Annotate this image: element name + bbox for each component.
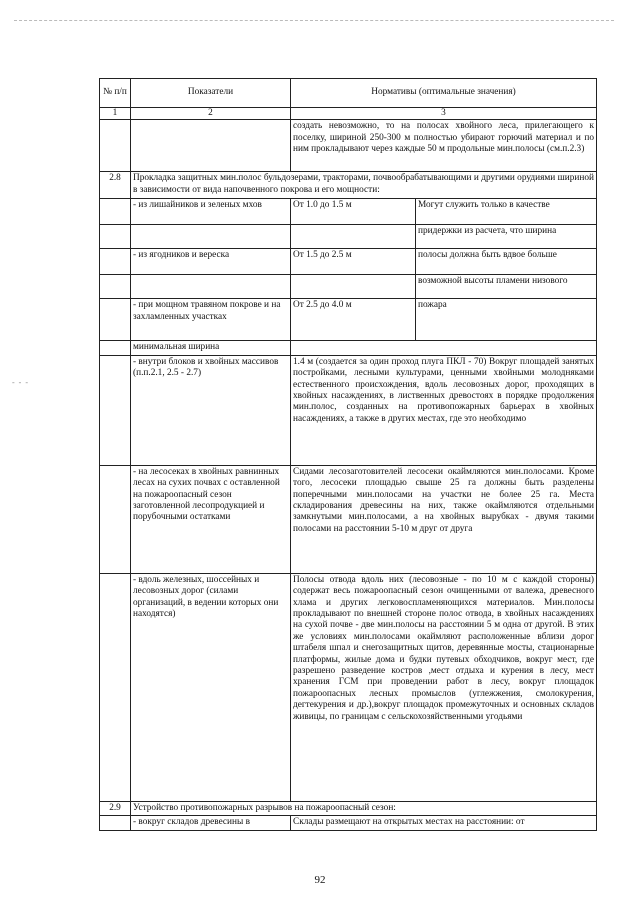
note-line-4: возможной высоты пламени низового: [416, 275, 597, 299]
row-2-8: [100, 172, 597, 199]
table-cell: [100, 120, 131, 172]
column-number-row: [100, 108, 597, 120]
colnum-2: 2: [131, 108, 291, 120]
row-blocks: [100, 355, 597, 465]
table-cell: [100, 299, 131, 341]
continuation-row: [100, 120, 597, 172]
table-cell: [291, 225, 416, 249]
note-line-2: придержки из расчета, что ширина: [416, 225, 597, 249]
header-indicators: Показатели: [131, 79, 291, 108]
table-cell: [131, 275, 291, 299]
cutting-text: Сидами лесозаготовителей лесосеки окаймляются мин.полосами. Кроме того, лесосеки площадью свыше 25 га должны быть разделены поперечными мин.полосами на участки не более 25 га. Места складирования древесины на них, также окаймляются отдельными замкнутыми мин.полосами, а на хвойных вырубках - двумя такими полосами на расстоянии 5-10 м друг от друга: [291, 465, 597, 573]
row-warehouse: [100, 816, 597, 830]
row-blank-1: [100, 225, 597, 249]
table-cell: [100, 573, 131, 801]
table-cell: [131, 225, 291, 249]
table-cell: [291, 275, 416, 299]
table-cell: [100, 355, 131, 465]
row-2-9-text: Устройство противопожарных разрывов на пожароопасный сезон:: [131, 801, 597, 815]
row-number: 2.8: [100, 172, 131, 199]
berry-value: От 1.5 до 2.5 м: [291, 249, 416, 275]
berry-label: - из ягодников и вереска: [131, 249, 291, 275]
table-cell: [131, 120, 291, 172]
row-grass: [100, 299, 597, 341]
blocks-text: 1.4 м (создается за один проход плуга ПКЛ - 70) Вокруг площадей занятых постройками, лесными культурами, ценными хвойными молодняками естественного происхождения, вдоль лесовозных дорог, проходящих в хвойных насаждениях, в лиственных древостоях в порядке продолжения мин.полос, созданных на противопожарных барьерах в хвойных насаждениях, а также в других местах, где это необходимо: [291, 355, 597, 465]
min-width-label: минимальная ширина: [131, 341, 291, 355]
row-lichen: [100, 199, 597, 225]
table-cell: [100, 225, 131, 249]
table-cell: [100, 199, 131, 225]
colnum-3: 3: [291, 108, 597, 120]
table-cell: [100, 465, 131, 573]
grass-label: - при мощном травяном покрове и на захламленных участках: [131, 299, 291, 341]
roads-label: - вдоль железных, шоссейных и лесовозных дорог (силами организаций, в ведении которых они находятся): [131, 573, 291, 801]
header-num: № п/п: [100, 79, 131, 108]
row-berry: [100, 249, 597, 275]
page-number: 92: [314, 874, 326, 886]
table-cell: [100, 341, 131, 355]
roads-text: Полосы отвода вдоль них (лесовозные - по 10 м с каждой стороны) содержат весь пожароопасный сезон очищенными от валежа, древесного хлама и других легковоспламеняющихся материалов. Мин.полосы прокладывают по внешней стороне полос отвода, в хвойных насаждениях на сухой почве - две мин.полосы на расстоянии 5 м одна от другой. В этих же условиях мин.полосами окаймляют расположенные вблизи дорог штабеля шпал и снегозащитных щитов, деревянные мосты, стационарные платформы, жилые дома и будки путевых обходчиков, вокруг мест, где разрешено разведение костров ,мест отдыха и курения в лесу, мест хранения ГСМ при проведении работ в лесу, вокруг площадок пожароопасных лесных промыслов (углежжения, смолокурения, дегтекурения и др.),вокруг площадок промежуточных и основных складов живицы, по границам с сельскохозяйственными угодьями: [291, 573, 597, 801]
row-2-8-text: Прокладка защитных мин.полос бульдозерами, тракторами, почвообрабатывающими и другими орудиями шириной в зависимости от вида напочвенного покрова и его мощности:: [131, 172, 597, 199]
row-roads: [100, 573, 597, 801]
row-blank-2: [100, 275, 597, 299]
row-number: 2.9: [100, 801, 131, 815]
row-cutting: [100, 465, 597, 573]
norms-table: [99, 78, 597, 831]
continuation-text: создать невозможно, то на полосах хвойного леса, прилегающего к поселку, шириной 250-300 м полностью убирают горючий материал и по ним прокладывают через каждые 50 м продольные мин.полосы (см.п.2.3): [291, 120, 597, 172]
table-cell: [100, 275, 131, 299]
grass-value: От 2.5 до 4.0 м: [291, 299, 416, 341]
table-cell: [100, 816, 131, 830]
note-line-1: Могут служить только в качестве: [416, 199, 597, 225]
blocks-label: - внутри блоков и хвойных массивов (п.п.2.1, 2.5 - 2.7): [131, 355, 291, 465]
colnum-1: 1: [100, 108, 131, 120]
scan-top-edge: [14, 20, 614, 21]
row-min-width: [100, 341, 597, 355]
warehouse-label: - вокруг складов древесины в: [131, 816, 291, 830]
scan-side-mark: - - -: [12, 378, 29, 387]
table-cell: [100, 249, 131, 275]
note-line-5: пожара: [416, 299, 597, 341]
row-2-9: [100, 801, 597, 815]
warehouse-text: Склады размещают на открытых местах на расстоянии: от: [291, 816, 597, 830]
cutting-label: - на лесосеках в хвойных равнинных лесах на сухих почвах с оставленной на пожароопасный сезон заготовленной лесопродукцией и порубочными остатками: [131, 465, 291, 573]
header-norms: Нормативы (оптимальные значения): [291, 79, 597, 108]
lichen-label: - из лишайников и зеленых мхов: [131, 199, 291, 225]
note-line-3: полосы должна быть вдвое больше: [416, 249, 597, 275]
lichen-value: От 1.0 до 1.5 м: [291, 199, 416, 225]
table-header-row: [100, 79, 597, 108]
table-cell: [291, 341, 597, 355]
